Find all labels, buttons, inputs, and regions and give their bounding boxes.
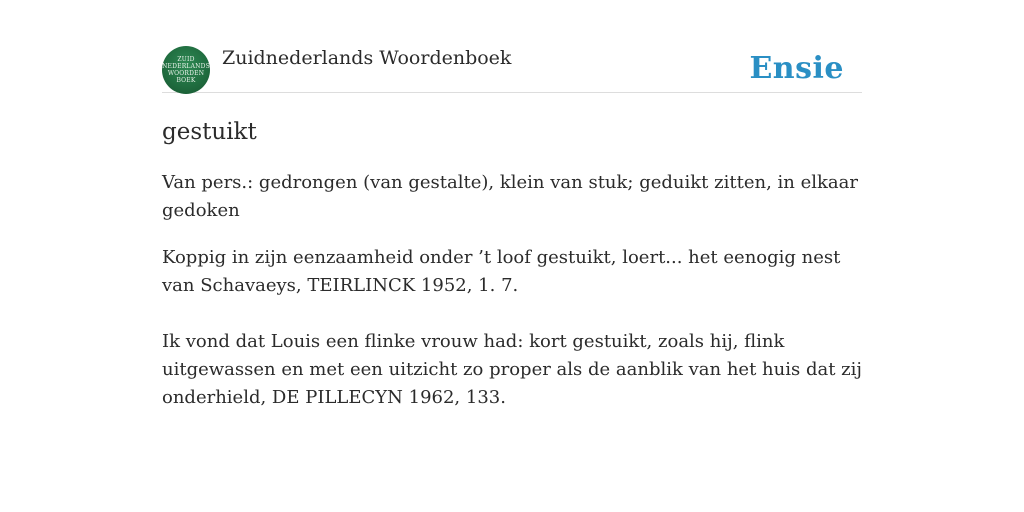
site-title[interactable]: Zuidnederlands Woordenboek xyxy=(222,47,512,69)
ensie-brand-logo[interactable]: Ensie xyxy=(749,51,844,86)
header xyxy=(162,46,862,93)
logo-text-line: WOORDEN xyxy=(167,70,205,77)
definition: Van pers.: gedrongen (van gestalte), klein van stuk; geduikt zitten, in elkaar gedoken xyxy=(162,172,858,221)
logo-text-line: NEDERLANDS xyxy=(162,63,210,70)
logo-text-line: ZUID xyxy=(177,56,195,63)
example-quote: Ik vond dat Louis een flinke vrouw had: kort gestuikt, zoals hij, flink uitgewassen en met een uitzicht zo proper als de aanblik van het huis dat zij onderhield, DE PILLECYN 1962, 133. xyxy=(162,331,862,408)
headword: gestuikt xyxy=(162,119,257,145)
example-quote: Koppig in zijn eenzaamheid onder ’t loof gestuikt, loert... het eenogig nest van Schavaeys, TEIRLINCK 1952, 1. 7. xyxy=(162,247,841,296)
dictionary-logo[interactable] xyxy=(162,46,210,94)
entry-card xyxy=(162,46,862,412)
logo-text-line: BOEK xyxy=(176,77,196,84)
